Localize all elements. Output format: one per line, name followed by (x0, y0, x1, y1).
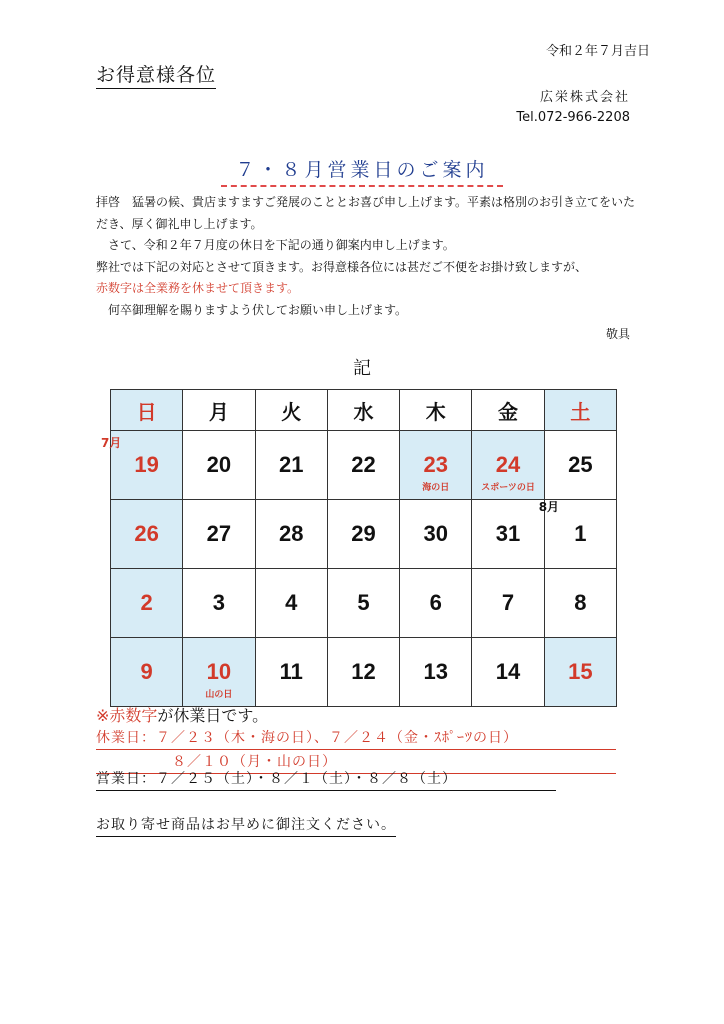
day-cell (183, 431, 255, 500)
day-cell (327, 569, 399, 638)
calendar-week-4 (111, 638, 617, 707)
body-greeting: 拝啓 猛暑の候、貴店ますますご発展のこととお喜び申し上げます。平素は格別のお引き立てをいただき、厚く御礼申し上げます。 (96, 195, 636, 231)
weekday-fri: 金 (472, 390, 544, 431)
day-cell (101, 431, 183, 500)
day-number: 29 (351, 521, 376, 546)
day-cell (255, 569, 327, 638)
day-number: 5 (357, 590, 370, 615)
day-cell (183, 569, 255, 638)
day-cell (255, 500, 327, 569)
notice-title: ７・８月営業日のご案内 (221, 155, 502, 187)
day-number: 8 (574, 590, 587, 615)
day-cell (400, 569, 472, 638)
day-cell (111, 569, 183, 638)
calendar-header-row (111, 390, 617, 431)
day-cell (111, 500, 183, 569)
letter-body (96, 192, 636, 321)
legend-note (96, 703, 268, 726)
day-cell (544, 638, 616, 707)
weekday-thu: 木 (400, 390, 472, 431)
day-number: 1 (574, 521, 587, 546)
day-cell (255, 431, 327, 500)
day-number: 3 (212, 590, 226, 615)
day-number: 14 (495, 659, 521, 684)
day-number: 4 (285, 590, 298, 615)
day-number: 20 (206, 452, 232, 477)
body-request: 何卒御理解を賜りますよう伏してお願い申し上げます。 (108, 302, 408, 317)
day-number: 28 (278, 521, 304, 546)
notice-title-wrap (0, 155, 724, 187)
day-number: 31 (495, 521, 521, 546)
day-cell (183, 638, 255, 707)
day-number: 13 (423, 659, 448, 684)
day-number: 22 (351, 452, 376, 477)
day-number: 12 (351, 659, 376, 684)
closing-word: 敬具 (605, 327, 630, 341)
day-number: 19 (134, 452, 159, 477)
month-label-july: 7月 (101, 436, 122, 450)
day-cell (400, 431, 472, 500)
day-number: 21 (278, 452, 304, 477)
holiday-line-1: 休業日：７／２３（木・海の日）、７／２４（金・ｽﾎﾟｰﾂの日） (96, 727, 616, 750)
holiday-line-2: ８／１０（月・山の日） (96, 751, 616, 774)
day-cell (327, 500, 399, 569)
day-cell (544, 569, 616, 638)
weekday-tue: 火 (255, 390, 327, 431)
weekday-sun: 日 (111, 390, 183, 431)
day-number: 10 (206, 659, 232, 684)
holiday-note-sports: スポーツの日 (481, 483, 535, 493)
day-cell (400, 638, 472, 707)
weekday-mon: 月 (183, 390, 255, 431)
business-days: 営業日：７／２５（土）・８／１（土）・８／８（土） (96, 768, 556, 791)
holiday-note-umi: 海の日 (422, 483, 450, 493)
day-number: 2 (140, 590, 153, 615)
day-cell (255, 638, 327, 707)
calendar-week-2 (111, 500, 617, 569)
body-announcement: さて、令和２年７月度の休日を下記の通り御案内申し上げます。 (108, 238, 455, 252)
company-tel: Tel.072-966-2208 (516, 110, 630, 125)
recipient: お得意様各位 (96, 60, 216, 89)
day-number: 25 (568, 452, 593, 477)
ki-heading: 記 (353, 358, 371, 379)
day-cell (472, 569, 544, 638)
day-number: 15 (568, 659, 593, 684)
day-number: 11 (279, 659, 303, 684)
day-cell (472, 500, 544, 569)
day-number: 23 (423, 452, 448, 477)
day-number: 6 (429, 590, 442, 615)
legend-rest-text: が休業日です。 (157, 706, 269, 725)
day-cell (111, 638, 183, 707)
day-cell (327, 431, 399, 500)
day-cell (400, 500, 472, 569)
day-cell (327, 638, 399, 707)
day-number: 24 (495, 452, 521, 477)
weekday-sat: 土 (544, 390, 616, 431)
day-cell (544, 431, 616, 500)
company-name: 広栄株式会社 (539, 90, 630, 105)
weekday-wed: 水 (327, 390, 399, 431)
holiday-note-yama: 山の日 (205, 690, 233, 700)
day-cell (183, 500, 255, 569)
calendar-week-1 (111, 431, 617, 500)
day-number: 7 (501, 590, 515, 615)
body-apology: 弊社では下記の対応とさせて頂きます。お得意様各位には甚だご不便をお掛け致しますが、 (96, 259, 588, 274)
calendar-table (101, 389, 617, 707)
day-number: 9 (140, 659, 153, 684)
month-label-august: 8月 (538, 500, 560, 514)
day-number: 27 (206, 521, 232, 546)
day-number: 26 (134, 521, 159, 546)
legend-red-text: ※赤数字 (96, 706, 158, 725)
day-cell (472, 431, 544, 500)
day-cell (472, 638, 544, 707)
day-cell (538, 500, 616, 569)
calendar-week-3 (111, 569, 617, 638)
document-date: 令和２年７月吉日 (545, 44, 650, 59)
day-number: 30 (423, 521, 448, 546)
footer-note: お取り寄せ商品はお早めに御注文ください。 (96, 814, 396, 837)
body-red-note: 赤数字は全業務を休ませて頂きます。 (96, 281, 300, 295)
